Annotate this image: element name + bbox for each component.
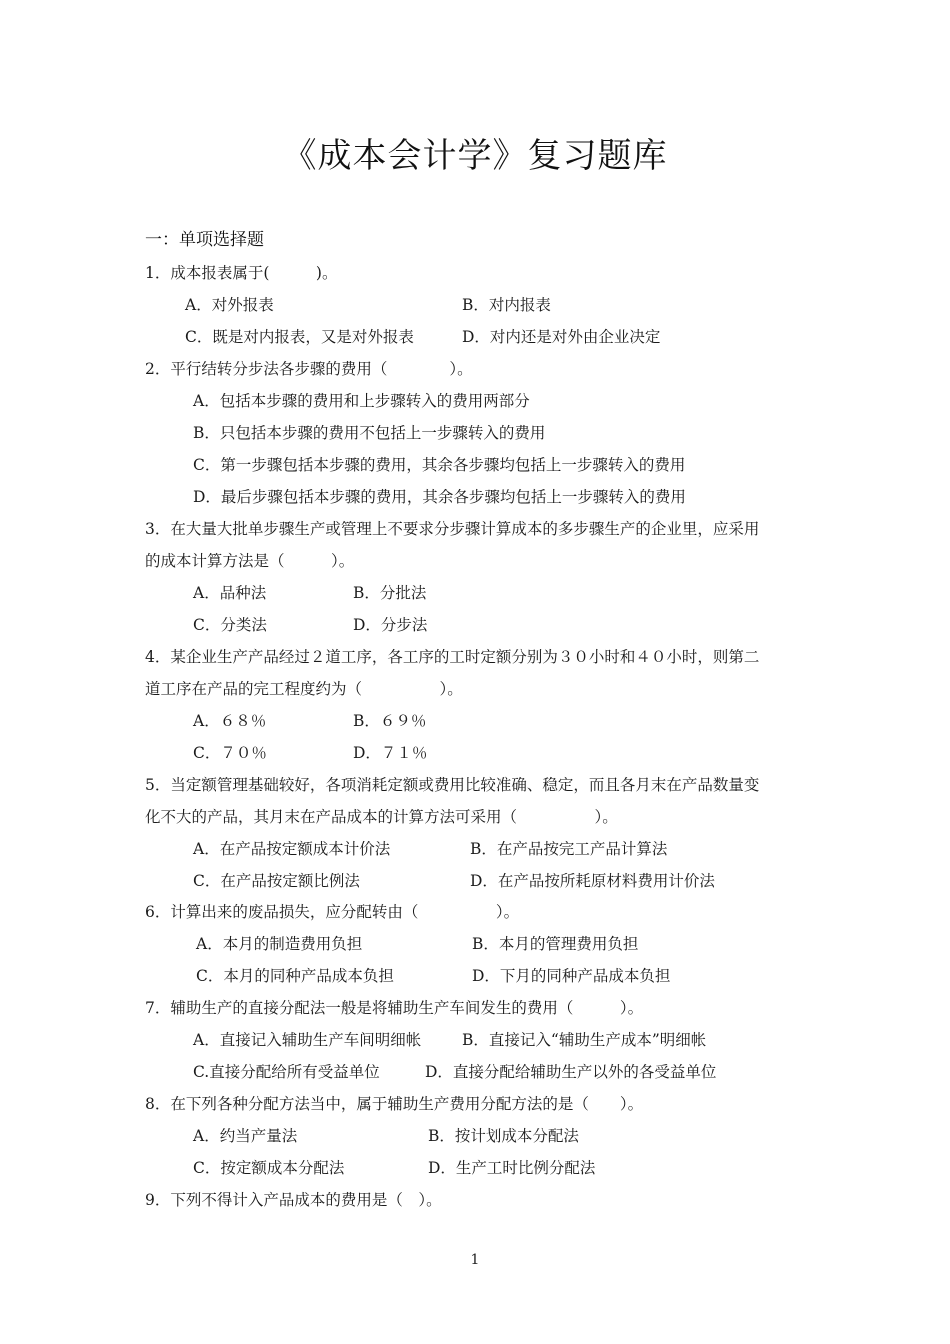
question-5-option-d: D．在产品按所耗原材料费用计价法 — [470, 872, 715, 890]
question-1-option-b: B．对内报表 — [462, 296, 551, 314]
question-4-stem-line-2: 道工序在产品的完工程度约为（ ）。 — [145, 680, 463, 698]
question-7-stem: 7．辅助生产的直接分配法一般是将辅助生产车间发生的费用（ ）。 — [145, 999, 644, 1017]
question-3-stem-line-2: 的成本计算方法是（ ）。 — [145, 552, 355, 570]
question-3-option-d: D．分步法 — [353, 616, 428, 634]
question-1-stem: 1．成本报表属于( )。 — [145, 264, 338, 282]
question-2-stem: 2．平行结转分步法各步骤的费用（ ）。 — [145, 360, 473, 378]
question-3-option-a: A．品种法 — [193, 584, 267, 602]
question-4-option-d: D．７１％ — [353, 744, 428, 762]
question-5-stem-line-1: 5．当定额管理基础较好，各项消耗定额或费用比较准确、稳定，而且各月末在产品数量变 — [145, 776, 760, 794]
question-7-option-c: C.直接分配给所有受益单位 — [193, 1063, 380, 1081]
question-8-stem: 8．在下列各种分配方法当中，属于辅助生产费用分配方法的是（ ）。 — [145, 1095, 644, 1113]
question-1-option-c: C．既是对内报表，又是对外报表 — [185, 328, 414, 346]
section-heading: 一：单项选择题 — [145, 230, 264, 250]
question-3-option-c: C．分类法 — [193, 616, 267, 634]
question-8-option-c: C．按定额成本分配法 — [193, 1159, 345, 1177]
page-number: 1 — [470, 1252, 480, 1268]
question-3-option-b: B．分批法 — [353, 584, 427, 602]
question-7-option-a: A．直接记入辅助生产车间明细帐 — [193, 1031, 422, 1049]
question-2-option-d: D．最后步骤包括本步骤的费用，其余各步骤均包括上一步骤转入的费用 — [193, 488, 686, 506]
question-8-option-a: A．约当产量法 — [193, 1127, 298, 1145]
question-1-option-d: D．对内还是对外由企业决定 — [462, 328, 661, 346]
question-2-option-b: B．只包括本步骤的费用不包括上一步骤转入的费用 — [193, 424, 546, 442]
question-6-option-b: B．本月的管理费用负担 — [472, 935, 639, 953]
question-5-option-c: C．在产品按定额比例法 — [193, 872, 360, 890]
question-3-stem-line-1: 3．在大量大批单步骤生产或管理上不要求分步骤计算成本的多步骤生产的企业里，应采用 — [145, 520, 760, 538]
question-7-option-d: D．直接分配给辅助生产以外的各受益单位 — [425, 1063, 717, 1081]
question-6-option-c: C．本月的同种产品成本负担 — [196, 967, 394, 985]
question-6-option-a: A．本月的制造费用负担 — [196, 935, 363, 953]
question-5-stem-line-2: 化不大的产品，其月末在产品成本的计算方法可采用（ ）。 — [145, 808, 618, 826]
question-6-option-d: D．下月的同种产品成本负担 — [472, 967, 671, 985]
question-4-option-b: B．６９％ — [353, 712, 427, 730]
question-4-option-a: A．６８％ — [193, 712, 267, 730]
question-2-option-c: C．第一步骤包括本步骤的费用，其余各步骤均包括上一步骤转入的费用 — [193, 456, 686, 474]
question-5-option-b: B．在产品按完工产品计算法 — [470, 840, 668, 858]
question-8-option-b: B．按计划成本分配法 — [428, 1127, 579, 1145]
question-8-option-d: D．生产工时比例分配法 — [428, 1159, 596, 1177]
question-9-stem: 9．下列不得计入产品成本的费用是（ ）。 — [145, 1191, 442, 1209]
question-4-option-c: C．７０％ — [193, 744, 267, 762]
document-title: 《成本会计学》复习题库 — [282, 136, 668, 176]
question-4-stem-line-1: 4．某企业生产产品经过２道工序，各工序的工时定额分别为３０小时和４０小时，则第二 — [145, 648, 760, 666]
question-1-option-a: A．对外报表 — [185, 296, 274, 314]
question-2-option-a: A．包括本步骤的费用和上步骤转入的费用两部分 — [193, 392, 530, 410]
question-6-stem: 6．计算出来的废品损失，应分配转由（ ）。 — [145, 903, 520, 921]
question-5-option-a: A．在产品按定额成本计价法 — [193, 840, 391, 858]
question-7-option-b: B．直接记入“辅助生产成本”明细帐 — [462, 1031, 707, 1049]
